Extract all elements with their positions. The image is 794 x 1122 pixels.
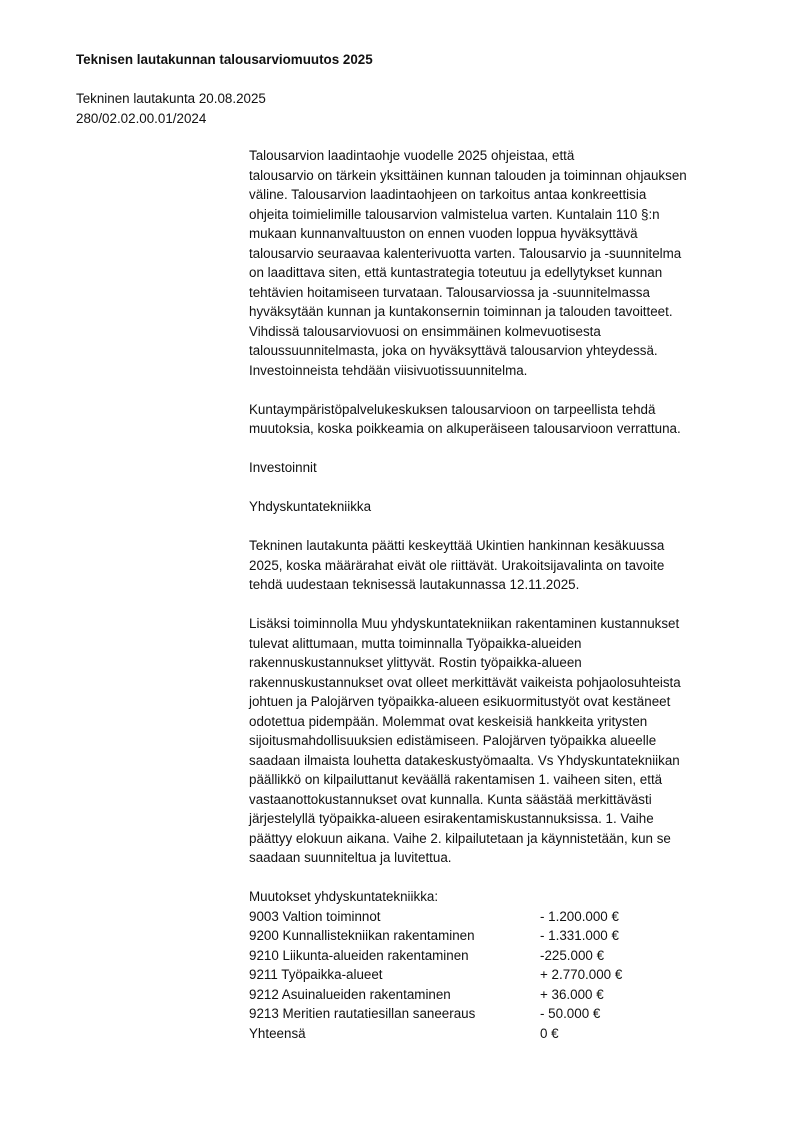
change-value: - 1.331.000 € [540,928,619,943]
text-line: talousarvio seuraavaa kalenterivuotta varten. Talousarvio ja -suunnitelma [249,245,682,261]
document-title: Teknisen lautakunnan talousarviomuutos 2025 [76,52,373,67]
paragraph [249,536,749,595]
text-line: päällikkö on kilpailuttanut keväällä rakentamisen 1. vaiheen siten, että [249,772,663,787]
text-line: rakennuskustannukset ylittyvät. Rostin työpaikka-alueen [249,655,582,670]
changes-rows [249,907,749,1044]
record-number: 280/02.02.00.01/2024 [76,110,207,126]
text-line: johtuen ja Palojärven työpaikka-alueen esikuormitustyöt ovat kestäneet [249,694,671,709]
text-line: Investoinnit [249,460,317,475]
text-line: tulevat alittumaan, mutta toiminnalla Työpaikka-alueiden [249,635,582,651]
text-line: on laadittava siten, että kuntastrategia toteutuu ja edellytykset kunnan [249,265,663,280]
change-value: 0 € [540,1025,559,1041]
change-label: 9003 Valtion toiminnot [249,908,381,924]
document-body [249,146,749,1043]
body-paragraphs [249,146,749,868]
change-row [249,946,749,966]
text-line: tehdä uudestaan teknisessä lautakunnassa 12.11.2025. [249,577,580,592]
change-label: 9200 Kunnallistekniikan rakentaminen [249,928,475,943]
change-value: + 2.770.000 € [540,967,623,982]
paragraph [249,497,749,517]
text-line: väline. Talousarvion laadintaohjeen on tarkoitus antaa konkreettisia [249,187,647,202]
document-meta [76,89,266,128]
text-line: järjestelyllä työpaikka-alueen esirakentamiskustannuksissa. 1. Vaihe [249,811,654,826]
change-label: 9213 Meritien rautatiesillan saneeraus [249,1006,476,1021]
text-line: saadaan suunniteltua ja luvitettua. [249,850,452,865]
text-line: Talousarvion laadintaohje vuodelle 2025 ohjeistaa, että [249,148,575,163]
change-row [249,907,749,927]
change-value: - 1.200.000 € [540,908,619,924]
changes-table [249,887,749,1043]
text-line: Lisäksi toiminnolla Muu yhdyskuntatekniikan rakentaminen kustannukset [249,616,680,631]
text-line: hyväksytään kunnan ja kuntakonsernin toiminnan ja talouden tavoitteet. [249,304,673,319]
text-line: tehtävien hoitamiseen turvataan. Talousarviossa ja -suunnitelmassa [249,284,650,300]
change-row [249,1024,749,1044]
text-line: Vihdissä talousarviovuosi on ensimmäinen kolmevuotisesta [249,323,601,339]
change-label: Yhteensä [249,1025,306,1041]
text-line: saadaan ilmaista louhetta datakeskustyömaalta. Vs Yhdyskuntatekniikan [249,752,680,768]
text-line: ohjeita toimielimille talousarvion valmistelua varten. Kuntalain 110 §:n [249,206,660,222]
text-line: Yhdyskuntatekniikka [249,499,372,514]
text-line: sijoitusmahdollisuuksien edistämiseen. Palojärven työpaikka alueelle [249,733,657,748]
text-line: muutoksia, koska poikkeamia on alkuperäiseen talousarvioon verrattuna. [249,421,681,436]
change-row [249,965,749,985]
change-row [249,1004,749,1024]
text-line: talousarvio on tärkein yksittäinen kunnan talouden ja toiminnan ohjauksen [249,167,687,183]
change-value: - 50.000 € [540,1006,601,1021]
change-value: + 36.000 € [540,986,604,1002]
paragraph [249,146,749,380]
change-label: 9211 Työpaikka-alueet [249,967,383,982]
paragraph [249,614,749,868]
text-line: Investoinneista tehdään viisivuotissuunnitelma. [249,362,528,378]
text-line: Tekninen lautakunta päätti keskeyttää Ukintien hankinnan kesäkuussa [249,538,665,553]
change-row [249,926,749,946]
text-line: taloussuunnitelmasta, joka on hyväksyttävä talousarvion yhteydessä. [249,343,658,358]
change-row [249,985,749,1005]
text-line: 2025, koska määrärahat eivät ole riittävät. Urakoitsijavalinta on tavoite [249,557,665,573]
text-line: vastaanottokustannukset ovat kunnalla. Kunta säästää merkittävästi [249,791,652,807]
change-label: 9210 Liikunta-alueiden rakentaminen [249,947,469,963]
text-line: odotettua pidempään. Molemmat ovat keskeisiä hankkeita yritysten [249,713,648,729]
meeting-info: Tekninen lautakunta 20.08.2025 [76,91,266,106]
text-line: päättyy elokuun aikana. Vaihe 2. kilpailutetaan ja käynnistetään, kun se [249,830,671,846]
paragraph [249,458,749,478]
changes-heading: Muutokset yhdyskuntatekniikka: [249,889,439,904]
text-line: mukaan kunnanvaltuuston on ennen vuoden loppua hyväksyttävä [249,226,638,241]
paragraph [249,400,749,439]
text-line: rakennuskustannukset ovat olleet merkittävät vaikeista pohjaolosuhteista [249,674,681,690]
text-line: Kuntaympäristöpalvelukeskuksen talousarvioon on tarpeellista tehdä [249,401,656,417]
change-label: 9212 Asuinalueiden rakentaminen [249,986,451,1002]
change-value: -225.000 € [540,947,605,963]
